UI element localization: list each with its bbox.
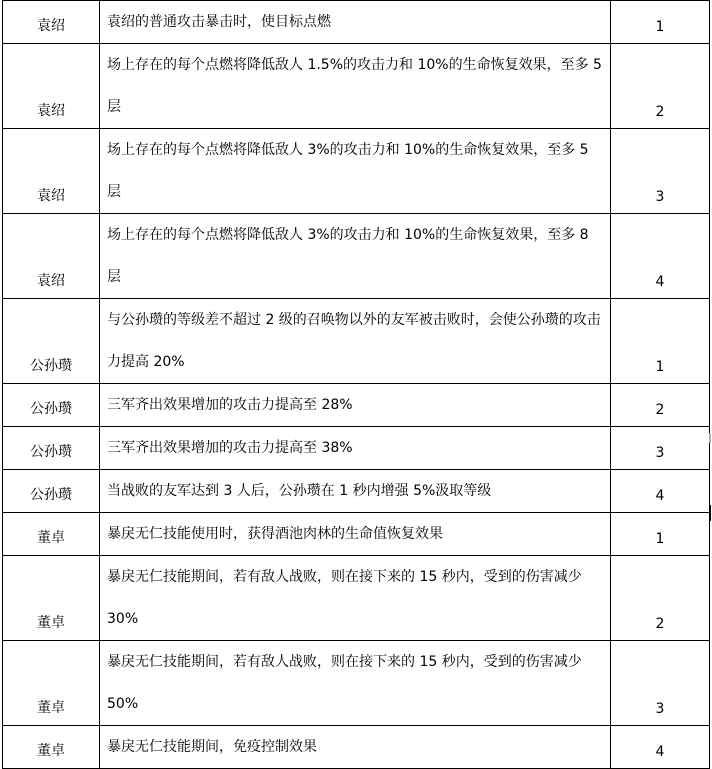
effect-description-cell: 暴戾无仁技能使用时，获得酒池肉林的生命值恢复效果 (100, 513, 611, 556)
hero-name-cell: 董卓 (3, 556, 100, 641)
hero-name-cell: 袁绍 (3, 129, 100, 214)
level-cell: 4 (611, 470, 710, 513)
table-row (3, 214, 710, 299)
table-row (3, 384, 710, 427)
hero-name-cell: 董卓 (3, 513, 100, 556)
effect-description-cell: 暴戾无仁技能期间，若有敌人战败，则在接下来的 15 秒内，受到的伤害减少 50% (100, 641, 611, 726)
hero-name-cell: 董卓 (3, 726, 100, 769)
page-edge-mark (709, 433, 711, 443)
hero-name-cell: 公孙瓒 (3, 384, 100, 427)
table-row (3, 641, 710, 726)
effect-description-cell: 场上存在的每个点燃将降低敌人 1.5%的攻击力和 10%的生命恢复效果，至多 5 层 (100, 44, 611, 129)
table-row (3, 427, 710, 470)
effect-description-cell: 暴戾无仁技能期间，若有敌人战败，则在接下来的 15 秒内，受到的伤害减少 30% (100, 556, 611, 641)
level-cell: 2 (611, 44, 710, 129)
effect-description-cell: 三军齐出效果增加的攻击力提高至 38% (100, 427, 611, 470)
table-row (3, 726, 710, 769)
table-row (3, 556, 710, 641)
table-row (3, 1, 710, 44)
hero-name-cell: 公孙瓒 (3, 427, 100, 470)
effect-description-cell: 场上存在的每个点燃将降低敌人 3%的攻击力和 10%的生命恢复效果，至多 8 层 (100, 214, 611, 299)
level-cell: 4 (611, 214, 710, 299)
talent-table (2, 0, 710, 769)
level-cell: 1 (611, 513, 710, 556)
hero-name-cell: 袁绍 (3, 1, 100, 44)
hero-name-cell: 公孙瓒 (3, 299, 100, 384)
effect-description-cell: 与公孙瓒的等级差不超过 2 级的召唤物以外的友军被击败时，会使公孙瓒的攻击力提高 20% (100, 299, 611, 384)
hero-name-cell: 袁绍 (3, 214, 100, 299)
table-row (3, 470, 710, 513)
level-cell: 3 (611, 427, 710, 470)
table-row (3, 44, 710, 129)
level-cell: 1 (611, 1, 710, 44)
table-row (3, 513, 710, 556)
level-cell: 3 (611, 641, 710, 726)
level-cell: 4 (611, 726, 710, 769)
hero-name-cell: 袁绍 (3, 44, 100, 129)
table-row (3, 299, 710, 384)
level-cell: 2 (611, 384, 710, 427)
level-cell: 3 (611, 129, 710, 214)
level-cell: 2 (611, 556, 710, 641)
level-cell: 1 (611, 299, 710, 384)
effect-description-cell: 场上存在的每个点燃将降低敌人 3%的攻击力和 10%的生命恢复效果，至多 5 层 (100, 129, 611, 214)
hero-name-cell: 董卓 (3, 641, 100, 726)
effect-description-cell: 袁绍的普通攻击暴击时，使目标点燃 (100, 1, 611, 44)
effect-description-cell: 暴戾无仁技能期间，免疫控制效果 (100, 726, 611, 769)
effect-description-cell: 当战败的友军达到 3 人后，公孙瓒在 1 秒内增强 5%汲取等级 (100, 470, 611, 513)
hero-name-cell: 公孙瓒 (3, 470, 100, 513)
table-row (3, 129, 710, 214)
effect-description-cell: 三军齐出效果增加的攻击力提高至 28% (100, 384, 611, 427)
page-edge-mark (709, 505, 711, 521)
